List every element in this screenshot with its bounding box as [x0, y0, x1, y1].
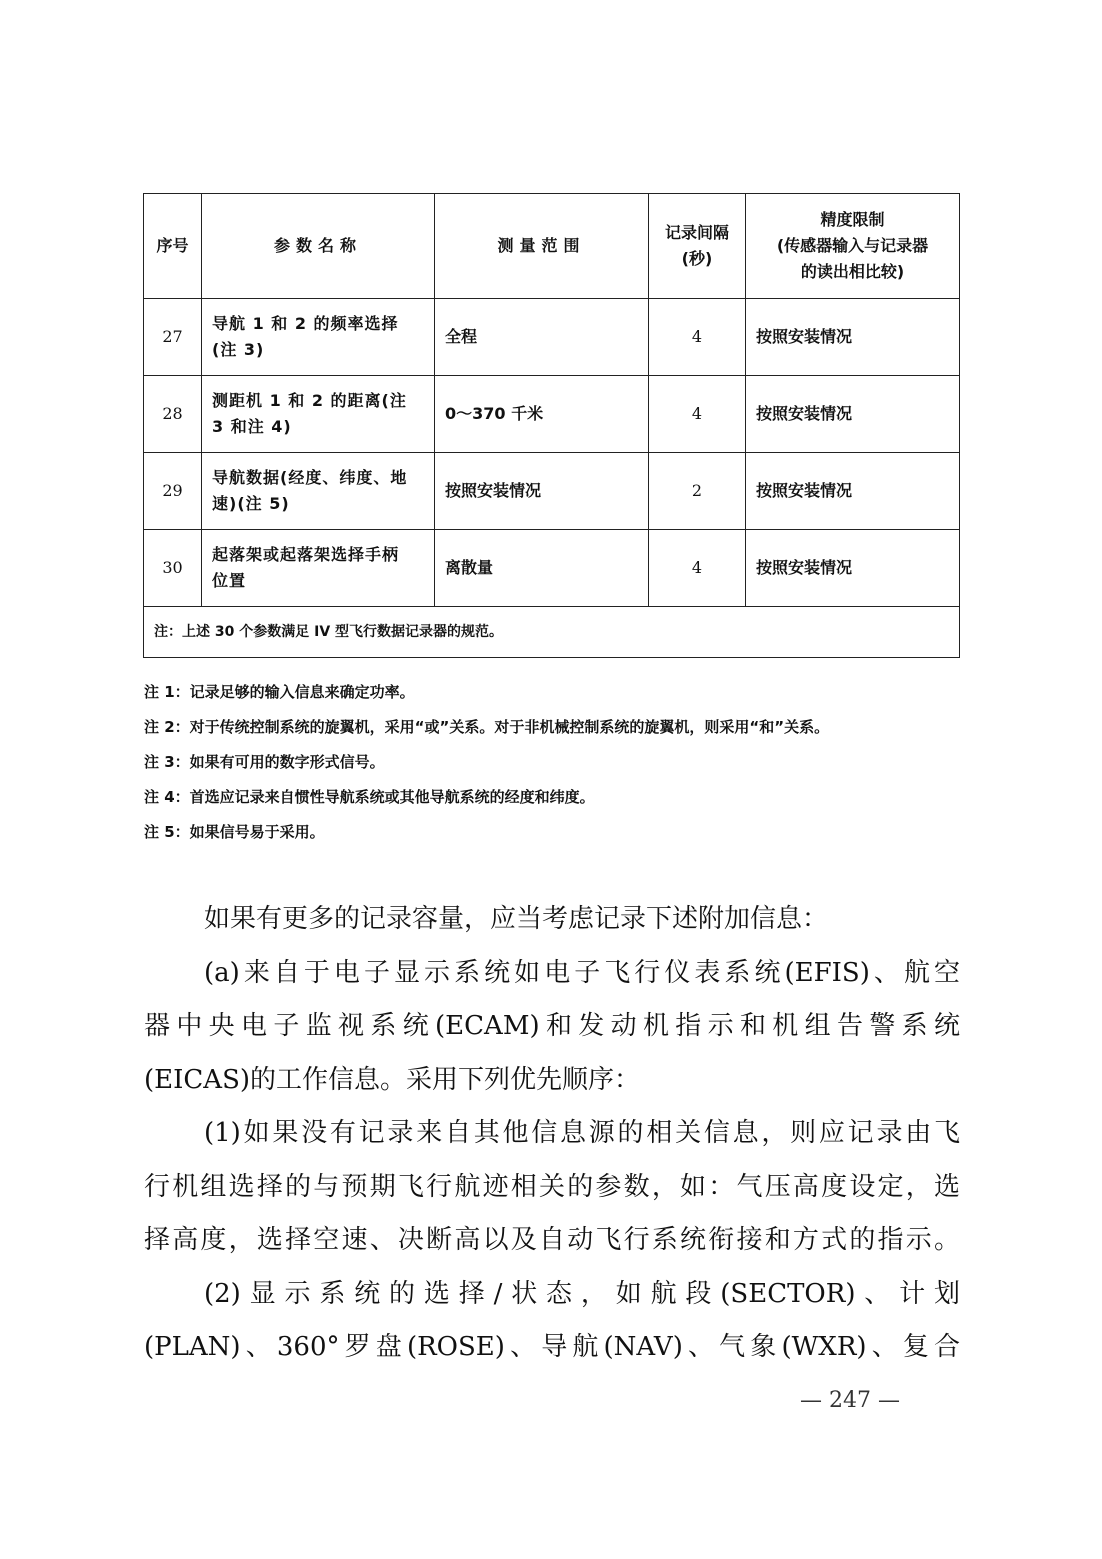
paragraph-1-line2: 行机组选择的与预期飞行航迹相关的参数，如：气压高度设定，选: [144, 1171, 960, 1202]
parameter-table: [143, 193, 960, 658]
table-row: [144, 530, 960, 607]
paragraph-a-line2: 器中央电子监视系统(ECAM)和发动机指示和机组告警系统: [144, 1011, 960, 1041]
table-row: [144, 453, 960, 530]
row-interval: 2: [649, 453, 746, 530]
header-accuracy-line2: (传感器输入与记录器: [776, 236, 929, 255]
row-name-line2: 速)(注 5): [212, 494, 290, 513]
row-range: 0～370 千米: [435, 376, 649, 453]
header-interval: [649, 194, 746, 299]
row-name-line1: 导航数据(经度、纬度、地: [212, 468, 408, 487]
note-5: 注 5：如果信号易于采用。: [144, 823, 325, 841]
table-row: [144, 299, 960, 376]
row-name: [202, 530, 435, 607]
row-name: [202, 376, 435, 453]
header-accuracy-line1: 精度限制: [820, 210, 885, 229]
page-number: — 247 —: [800, 1388, 900, 1413]
row-name-line1: 导航 1 和 2 的频率选择: [212, 314, 399, 333]
paragraph-2-line1: (2)显示系统的选择/状态，如航段(SECTOR)、计划: [204, 1278, 960, 1309]
body-text: [144, 893, 960, 1375]
header-name: 参数名称: [202, 194, 435, 299]
header-interval-line2: (秒): [681, 249, 713, 268]
header-number: 序号: [144, 194, 202, 299]
row-interval: 4: [649, 299, 746, 376]
row-name-line1: 测距机 1 和 2 的距离(注: [212, 391, 407, 410]
header-accuracy-line3: 的读出相比较): [800, 262, 905, 281]
note-4: 注 4：首选应记录来自惯性导航系统或其他导航系统的经度和纬度。: [144, 788, 595, 806]
row-interval: 4: [649, 530, 746, 607]
row-range: 按照安装情况: [435, 453, 649, 530]
row-range: 全程: [435, 299, 649, 376]
note-1: 注 1：记录足够的输入信息来确定功率。: [144, 683, 415, 701]
paragraph-a-line1: (a)来自于电子显示系统如电子飞行仪表系统(EFIS)、航空: [204, 957, 960, 988]
paragraph-1-line3: 择高度，选择空速、决断高以及自动飞行系统衔接和方式的指示。: [144, 1225, 960, 1255]
row-number: 28: [144, 376, 202, 453]
row-name-line2: 位置: [212, 571, 247, 590]
paragraph-intro: 如果有更多的记录容量，应当考虑记录下述附加信息：: [204, 904, 829, 934]
row-number: 29: [144, 453, 202, 530]
row-range: 离散量: [435, 530, 649, 607]
note-2: 注 2：对于传统控制系统的旋翼机，采用“或”关系。对于非机械控制系统的旋翼机，则采用“和”关系。: [144, 718, 830, 736]
row-name-line2: (注 3): [212, 340, 265, 359]
row-accuracy: 按照安装情况: [746, 299, 960, 376]
header-range: 测量范围: [435, 194, 649, 299]
row-name-line2: 3 和注 4): [212, 417, 292, 436]
paragraph-1-line1: (1)如果没有记录来自其他信息源的相关信息，则应记录由飞: [204, 1118, 960, 1148]
row-name-line1: 起落架或起落架选择手柄: [212, 545, 400, 564]
row-accuracy: 按照安装情况: [746, 530, 960, 607]
row-name: [202, 299, 435, 376]
row-accuracy: 按照安装情况: [746, 453, 960, 530]
row-interval: 4: [649, 376, 746, 453]
note-3: 注 3：如果有可用的数字形式信号。: [144, 753, 385, 771]
paragraph-2-line2: (PLAN)、360°罗盘(ROSE)、导航(NAV)、气象(WXR)、复合: [144, 1332, 960, 1362]
header-interval-line1: 记录间隔: [664, 223, 729, 242]
row-number: 27: [144, 299, 202, 376]
table-footer-row: [144, 607, 960, 658]
notes-section: [144, 683, 964, 858]
table-header-row: [144, 194, 960, 299]
row-number: 30: [144, 530, 202, 607]
header-accuracy: [746, 194, 960, 299]
row-name: [202, 453, 435, 530]
table-row: [144, 376, 960, 453]
paragraph-a-line3: (EICAS)的工作信息。采用下列优先顺序：: [144, 1064, 641, 1095]
table-footer-note: 注：上述 30 个参数满足 IV 型飞行数据记录器的规范。: [144, 607, 960, 658]
row-accuracy: 按照安装情况: [746, 376, 960, 453]
